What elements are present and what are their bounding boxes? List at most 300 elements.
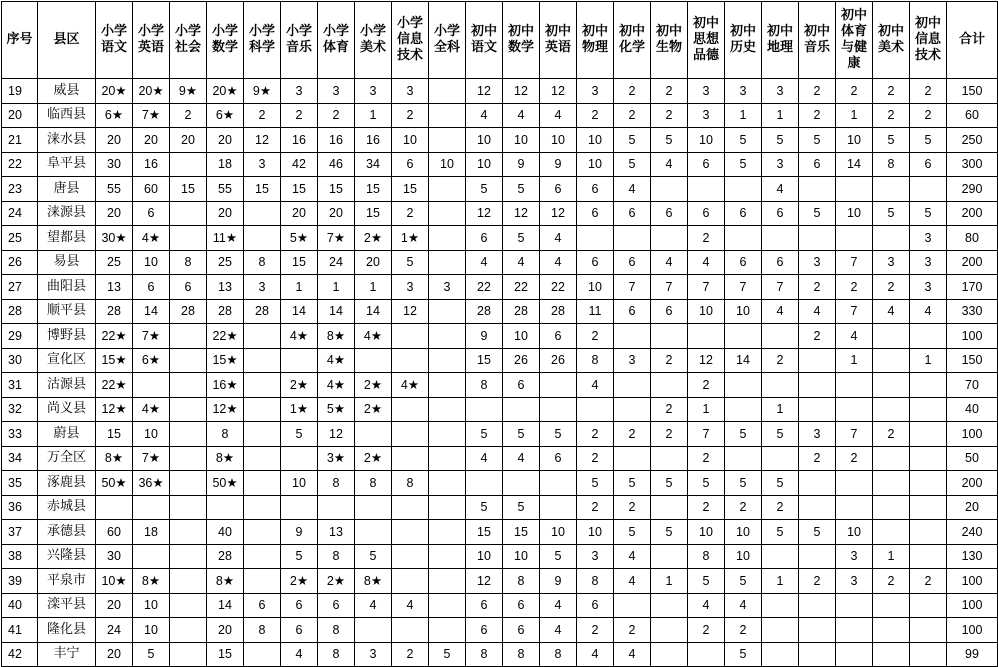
total-cell: 40 [947,397,998,422]
quota-cell: 4 [355,593,392,618]
quota-cell: 4 [614,642,651,667]
quota-cell: 2 [577,495,614,520]
quota-cell: 8 [466,373,503,398]
quota-cell: 2 [614,79,651,104]
quota-cell [873,618,910,643]
quota-cell: 2 [614,103,651,128]
quota-cell: 12 [466,79,503,104]
total-cell: 100 [947,422,998,447]
quota-cell: 14 [318,299,355,324]
quota-cell [429,593,466,618]
quota-cell [651,226,688,251]
quota-cell [651,618,688,643]
county-cell: 顺平县 [38,299,96,324]
quota-cell [873,226,910,251]
table-row [2,79,998,104]
quota-cell [244,397,281,422]
total-cell: 99 [947,642,998,667]
county-cell: 易县 [38,250,96,275]
quota-cell [244,520,281,545]
quota-cell: 28 [244,299,281,324]
quota-cell: 6★ [133,348,170,373]
quota-cell: 50★ [96,471,133,496]
quota-cell [873,324,910,349]
total-cell: 100 [947,569,998,594]
quota-cell: 34 [355,152,392,177]
quota-cell: 3 [355,642,392,667]
table-row [2,128,998,153]
quota-cell: 2★ [281,569,318,594]
quota-cell [429,103,466,128]
quota-cell: 5 [725,152,762,177]
quota-cell: 5 [614,128,651,153]
column-header [318,2,355,79]
total-cell: 300 [947,152,998,177]
quota-cell: 6 [577,177,614,202]
quota-cell: 5 [688,569,725,594]
quota-cell: 8★ [96,446,133,471]
quota-cell: 6 [577,250,614,275]
quota-cell: 22 [466,275,503,300]
quota-cell: 3 [799,422,836,447]
county-cell: 威县 [38,79,96,104]
quota-cell [651,593,688,618]
quota-cell: 3 [355,79,392,104]
quota-cell [133,544,170,569]
quota-cell: 1 [651,569,688,594]
quota-cell [725,324,762,349]
quota-cell [170,397,207,422]
table-row [2,446,998,471]
column-header [614,2,651,79]
quota-cell [651,373,688,398]
quota-cell: 12 [688,348,725,373]
quota-cell: 4 [762,177,799,202]
column-header [725,2,762,79]
quota-cell: 1 [355,275,392,300]
quota-cell [873,495,910,520]
quota-cell: 5★ [318,397,355,422]
table-row [2,152,998,177]
total-cell: 150 [947,79,998,104]
quota-cell: 4 [577,373,614,398]
quota-cell: 4 [466,103,503,128]
column-header-label: 县区 [53,32,80,47]
column-header [429,2,466,79]
quota-cell: 2 [799,275,836,300]
quota-cell: 12 [318,422,355,447]
quota-cell [429,250,466,275]
quota-cell: 5 [466,177,503,202]
quota-cell: 10 [577,128,614,153]
quota-cell: 6 [725,201,762,226]
quota-cell [244,495,281,520]
quota-cell: 18 [133,520,170,545]
quota-cell: 5 [910,201,947,226]
quota-cell: 3★ [318,446,355,471]
quota-cell: 4 [503,250,540,275]
quota-cell [910,471,947,496]
quota-cell [429,422,466,447]
quota-cell: 10 [836,201,873,226]
quota-cell: 8★ [318,324,355,349]
table-row [2,226,998,251]
quota-cell [355,422,392,447]
quota-cell: 28 [96,299,133,324]
quota-cell: 4 [540,593,577,618]
quota-cell: 4 [540,103,577,128]
quota-cell: 42 [281,152,318,177]
table-row [2,520,998,545]
quota-cell: 20 [207,201,244,226]
quota-cell: 5 [355,544,392,569]
quota-cell: 6 [133,201,170,226]
quota-cell: 5 [725,128,762,153]
quota-cell: 1★ [392,226,429,251]
quota-cell: 4★ [133,397,170,422]
quota-cell: 7 [725,275,762,300]
column-header [910,2,947,79]
quota-cell: 5 [799,201,836,226]
quota-cell: 7★ [133,446,170,471]
quota-cell: 5 [133,642,170,667]
column-header-label: 小学数学 [211,24,238,55]
quota-cell [96,495,133,520]
quota-cell [170,618,207,643]
quota-cell: 8 [170,250,207,275]
quota-cell: 2 [651,422,688,447]
table-body [2,79,998,667]
quota-cell [281,495,318,520]
quota-cell: 5 [503,422,540,447]
quota-cell: 22★ [96,324,133,349]
quota-cell: 4 [873,299,910,324]
quota-cell [836,373,873,398]
quota-cell: 15 [207,642,244,667]
quota-cell: 8 [207,422,244,447]
quota-cell [429,446,466,471]
column-header-label: 初中信息技术 [914,16,941,63]
quota-cell [244,544,281,569]
quota-cell [170,471,207,496]
quota-cell [910,177,947,202]
table-row [2,373,998,398]
quota-cell: 4 [392,593,429,618]
total-cell: 150 [947,348,998,373]
table-row [2,422,998,447]
quota-cell: 9★ [244,79,281,104]
quota-cell: 8★ [207,446,244,471]
quota-cell: 18 [207,152,244,177]
quota-cell [910,324,947,349]
quota-cell [429,618,466,643]
total-cell: 50 [947,446,998,471]
quota-cell: 2 [873,103,910,128]
quota-cell: 8 [392,471,429,496]
quota-cell: 15 [392,177,429,202]
quota-cell: 22 [540,275,577,300]
quota-cell: 6 [503,618,540,643]
quota-cell [651,177,688,202]
quota-cell: 1 [688,397,725,422]
quota-cell: 28 [503,299,540,324]
quota-cell: 8 [577,348,614,373]
quota-cell: 14 [725,348,762,373]
quota-cell: 6 [725,250,762,275]
quota-cell [614,373,651,398]
quota-cell: 2 [688,226,725,251]
total-cell: 70 [947,373,998,398]
quota-cell: 15 [318,177,355,202]
quota-cell: 20 [96,201,133,226]
quota-cell: 20 [207,618,244,643]
quota-cell [429,348,466,373]
column-header [651,2,688,79]
total-cell: 250 [947,128,998,153]
quota-cell: 8 [244,618,281,643]
quota-cell [355,348,392,373]
table-row [2,348,998,373]
column-header-label: 初中思想品德 [692,16,719,63]
total-cell: 170 [947,275,998,300]
quota-cell [688,324,725,349]
quota-cell [873,471,910,496]
quota-cell: 5 [762,520,799,545]
quota-cell: 6 [762,201,799,226]
quota-cell: 60 [96,520,133,545]
column-header-label: 序号 [6,32,33,47]
quota-cell: 15 [281,177,318,202]
quota-cell [466,397,503,422]
quota-cell: 2 [170,103,207,128]
quota-cell [392,569,429,594]
quota-cell: 6 [466,593,503,618]
quota-cell [651,642,688,667]
quota-cell: 28 [207,299,244,324]
county-cell: 平泉市 [38,569,96,594]
total-cell: 100 [947,324,998,349]
quota-cell: 5 [762,471,799,496]
quota-cell [244,201,281,226]
quota-cell: 6 [540,324,577,349]
quota-cell [244,324,281,349]
quota-cell: 5 [799,520,836,545]
quota-cell: 13 [318,520,355,545]
quota-cell [540,471,577,496]
quota-cell: 16 [133,152,170,177]
column-header [947,2,998,79]
quota-cell: 10 [503,544,540,569]
table-row [2,103,998,128]
quota-cell: 7 [614,275,651,300]
column-header [540,2,577,79]
quota-cell: 4 [910,299,947,324]
quota-cell [910,397,947,422]
column-header [873,2,910,79]
total-cell: 20 [947,495,998,520]
quota-cell [799,544,836,569]
quota-cell: 15★ [96,348,133,373]
column-header-label: 初中物理 [581,24,608,55]
quota-cell: 5★ [281,226,318,251]
quota-cell: 2 [725,618,762,643]
quota-cell: 7★ [133,324,170,349]
quota-cell: 8 [577,569,614,594]
table-row [2,275,998,300]
column-header [207,2,244,79]
quota-cell: 7 [836,422,873,447]
quota-cell: 7 [836,250,873,275]
quota-cell: 2 [910,103,947,128]
table-row [2,495,998,520]
total-cell: 100 [947,618,998,643]
quota-cell: 16 [318,128,355,153]
quota-cell: 2 [836,446,873,471]
column-header [836,2,873,79]
county-cell: 赤城县 [38,495,96,520]
quota-cell [244,422,281,447]
quota-cell [910,544,947,569]
quota-cell: 9 [466,324,503,349]
quota-cell [910,422,947,447]
quota-cell [170,348,207,373]
quota-cell: 10 [466,152,503,177]
quota-cell: 4 [577,642,614,667]
quota-cell [170,324,207,349]
quota-cell [910,642,947,667]
quota-cell [910,593,947,618]
row-number-cell: 19 [2,79,38,104]
quota-cell: 5 [725,471,762,496]
quota-cell: 4 [466,446,503,471]
quota-cell [688,642,725,667]
quota-cell: 22 [503,275,540,300]
row-number-cell: 40 [2,593,38,618]
quota-cell [762,373,799,398]
quota-cell: 1 [762,103,799,128]
quota-cell: 14 [836,152,873,177]
quota-cell: 1 [762,569,799,594]
county-cell: 涞源县 [38,201,96,226]
quota-cell: 7 [762,275,799,300]
quota-cell: 1 [355,103,392,128]
quota-cell: 5 [577,471,614,496]
quota-cell: 2 [688,495,725,520]
quota-cell [392,446,429,471]
row-number-cell: 36 [2,495,38,520]
column-header [799,2,836,79]
county-cell: 涞水县 [38,128,96,153]
quota-cell [429,471,466,496]
quota-cell [799,373,836,398]
quota-cell: 3 [910,275,947,300]
quota-cell: 6 [651,201,688,226]
row-number-cell: 42 [2,642,38,667]
quota-cell: 7 [688,275,725,300]
quota-cell: 15 [96,422,133,447]
column-header-label: 初中音乐 [803,24,830,55]
quota-cell: 6 [540,446,577,471]
quota-cell: 28 [170,299,207,324]
quota-cell: 15 [170,177,207,202]
quota-cell: 10 [577,152,614,177]
quota-cell: 4 [725,593,762,618]
quota-cell: 20 [355,250,392,275]
total-cell: 60 [947,103,998,128]
quota-cell [762,544,799,569]
quota-cell: 3 [910,250,947,275]
quota-cell: 5 [799,128,836,153]
quota-cell [873,177,910,202]
total-cell: 240 [947,520,998,545]
quota-cell: 3 [799,250,836,275]
quota-cell [429,520,466,545]
quota-cell: 8 [355,471,392,496]
column-header-label: 初中地理 [766,24,793,55]
quota-cell: 4 [466,250,503,275]
quota-cell: 6 [577,593,614,618]
quota-cell [429,569,466,594]
quota-cell: 2 [836,79,873,104]
column-header [688,2,725,79]
quota-cell: 8 [688,544,725,569]
quota-cell: 6 [799,152,836,177]
total-cell: 100 [947,593,998,618]
quota-cell [207,495,244,520]
quota-cell: 11★ [207,226,244,251]
total-cell: 200 [947,201,998,226]
quota-cell [799,397,836,422]
quota-cell: 1 [318,275,355,300]
quota-cell [429,373,466,398]
quota-cell: 6 [281,618,318,643]
quota-cell [577,226,614,251]
quota-cell: 10 [133,250,170,275]
quota-cell: 3 [873,250,910,275]
row-number-cell: 35 [2,471,38,496]
quota-cell: 2 [873,275,910,300]
quota-cell [577,397,614,422]
row-number-cell: 38 [2,544,38,569]
quota-cell: 7 [688,422,725,447]
quota-cell [429,128,466,153]
quota-cell [725,446,762,471]
quota-cell [429,544,466,569]
quota-cell: 2★ [355,226,392,251]
quota-cell [799,348,836,373]
quota-cell: 5 [688,471,725,496]
quota-cell: 3 [910,226,947,251]
quota-cell: 7 [651,275,688,300]
county-cell: 临西县 [38,103,96,128]
county-cell: 阜平县 [38,152,96,177]
quota-cell [133,495,170,520]
row-number-cell: 27 [2,275,38,300]
quota-cell: 4★ [281,324,318,349]
quota-cell: 20 [170,128,207,153]
quota-cell [910,373,947,398]
quota-cell: 4 [614,177,651,202]
quota-cell: 6 [170,275,207,300]
county-cell: 兴隆县 [38,544,96,569]
row-number-cell: 28 [2,299,38,324]
table-row [2,299,998,324]
quota-cell: 4★ [318,373,355,398]
quota-cell [836,593,873,618]
quota-cell [429,201,466,226]
column-header-label: 合计 [958,32,985,47]
quota-cell: 22★ [207,324,244,349]
